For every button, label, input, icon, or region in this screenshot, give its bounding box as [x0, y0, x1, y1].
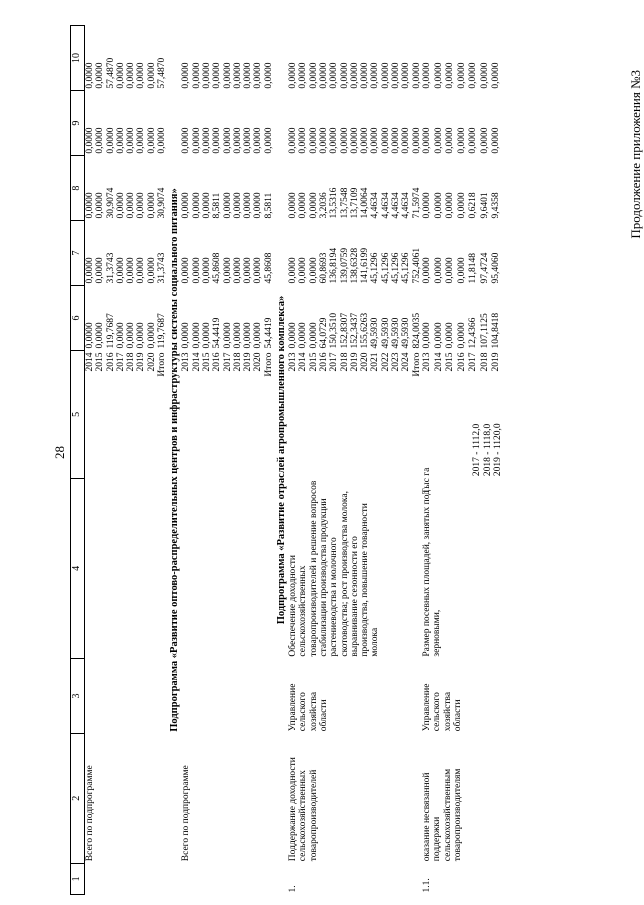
year-cell: 2022: [380, 352, 391, 372]
value-cell: 0,0000: [288, 257, 299, 284]
value-cell: 0,0000: [191, 62, 202, 89]
value-cell: 0,0000: [243, 322, 254, 349]
value-cell: 0,6218: [468, 192, 479, 219]
event-name: Поддержание доходности сельскохозяйственных товаропроизводителей: [288, 757, 319, 862]
value-cell: 0,0000: [391, 127, 402, 154]
value-cell: 152,8307: [339, 312, 350, 349]
year-cell: 2019: [243, 352, 254, 372]
year-cell: 2015: [95, 352, 106, 372]
year-cell: 2015: [308, 352, 319, 372]
value-cell: 60,8693: [318, 252, 329, 284]
value-cell: 97,4724: [479, 252, 490, 284]
executor: Управление сельского хозяйства области: [288, 683, 329, 732]
value-cell: 0,0000: [191, 257, 202, 284]
value-cell: 0,0000: [401, 62, 412, 89]
value-cell: 0,0000: [232, 62, 243, 89]
value-cell: 4,4634: [401, 192, 412, 219]
value-cell: 0,0000: [456, 192, 467, 219]
value-cell: 0,0000: [243, 127, 254, 154]
table-row: [85, 26, 96, 895]
value-cell: 0,0000: [445, 192, 456, 219]
value-cell: 155,6263: [360, 312, 371, 349]
value-cell: 0,0000: [126, 62, 137, 89]
value-cell: 0,0000: [445, 257, 456, 284]
year-cell: 2024: [401, 352, 412, 372]
value-cell: 31,3743: [157, 252, 168, 284]
value-cell: 0,0000: [115, 192, 126, 219]
value-cell: 0,0000: [370, 62, 381, 89]
target-value: 2019 - 1120,0: [492, 423, 503, 477]
value-cell: 4,4634: [380, 192, 391, 219]
value-cell: 824,0035: [411, 312, 422, 349]
section-title: Подпрограмма «Развитие оптово-распределительных центров и инфраструктуры системы социального питания»: [169, 188, 181, 732]
value-cell: 0,0000: [253, 322, 264, 349]
value-cell: 0,0000: [212, 127, 223, 154]
value-cell: 0,0000: [298, 127, 309, 154]
value-cell: 0,0000: [288, 322, 299, 349]
value-cell: 141,6199: [360, 247, 371, 284]
year-cell: Итого: [157, 352, 168, 377]
value-cell: 0,0000: [253, 192, 264, 219]
value-cell: 8,5811: [212, 192, 223, 219]
value-cell: 0,0000: [222, 192, 233, 219]
value-cell: 9,4358: [491, 192, 502, 219]
year-cell: 2019: [349, 352, 360, 372]
value-cell: 0,0000: [339, 62, 350, 89]
year-cell: 2014: [298, 352, 309, 372]
value-cell: 0,0000: [85, 257, 95, 284]
header-cell: 8: [71, 156, 85, 221]
value-cell: 0,0000: [329, 62, 340, 89]
year-cell: Итого: [263, 352, 274, 377]
value-cell: 0,0000: [456, 62, 467, 89]
year-cell: 2020: [146, 352, 157, 372]
value-cell: 0,0000: [126, 127, 137, 154]
value-cell: 0,0000: [318, 62, 329, 89]
value-cell: 119,7687: [105, 313, 116, 349]
value-cell: 0,0000: [105, 127, 116, 154]
value-cell: 54,4419: [212, 317, 223, 349]
value-cell: 0,0000: [491, 62, 502, 89]
value-cell: 11,8148: [468, 253, 479, 284]
value-cell: 0,0000: [136, 127, 147, 154]
value-cell: 138,6328: [349, 247, 360, 284]
value-cell: 0,0000: [298, 257, 309, 284]
value-cell: 0,0000: [191, 322, 202, 349]
header-cell: 7: [71, 221, 85, 286]
value-cell: 13,7109: [349, 187, 360, 219]
value-cell: 57,4870: [105, 57, 116, 89]
year-cell: 2017: [115, 352, 126, 372]
value-cell: 0,0000: [222, 322, 233, 349]
value-cell: 136,8194: [329, 247, 340, 284]
value-cell: 0,0000: [298, 322, 309, 349]
year-cell: 2013: [421, 352, 432, 372]
value-cell: 0,0000: [95, 127, 106, 154]
value-cell: 0,0000: [433, 127, 444, 154]
value-cell: 0,0000: [491, 127, 502, 154]
value-cell: 49,5930: [380, 317, 391, 349]
value-cell: 45,8608: [263, 252, 274, 284]
value-cell: 150,3510: [329, 312, 340, 349]
value-cell: 0,0000: [411, 127, 422, 154]
value-cell: 0,0000: [468, 62, 479, 89]
value-cell: 0,0000: [181, 127, 192, 154]
year-cell: 2023: [391, 352, 402, 372]
value-cell: 0,0000: [243, 192, 254, 219]
value-cell: 30,9074: [105, 187, 116, 219]
value-cell: 0,0000: [433, 62, 444, 89]
section-title-row: [274, 26, 288, 895]
value-cell: 0,0000: [95, 322, 106, 349]
year-cell: 2021: [370, 352, 381, 372]
value-cell: 0,0000: [181, 192, 192, 219]
row-number: 1.: [288, 885, 299, 893]
value-cell: 0,0000: [308, 127, 319, 154]
value-cell: 0,0000: [136, 192, 147, 219]
value-cell: 0,0000: [253, 257, 264, 284]
value-cell: 152,3437: [349, 312, 360, 349]
unit: Тыс га: [421, 467, 432, 495]
value-cell: 0,0000: [253, 127, 264, 154]
value-cell: 0,0000: [146, 257, 157, 284]
value-cell: 0,0000: [329, 127, 340, 154]
value-cell: 0,0000: [298, 62, 309, 89]
value-cell: 0,0000: [201, 322, 212, 349]
value-cell: 0,0000: [201, 62, 212, 89]
total-label: Всего по подпрограмме: [181, 765, 192, 862]
value-cell: 0,0000: [421, 257, 432, 284]
value-cell: 0,0000: [95, 257, 106, 284]
value-cell: 0,0000: [263, 127, 274, 154]
value-cell: 0,0000: [253, 62, 264, 89]
year-cell: 2020: [360, 352, 371, 372]
value-cell: 0,0000: [308, 322, 319, 349]
table-row: [181, 26, 191, 895]
header-row: [71, 26, 85, 895]
value-cell: 45,8608: [212, 252, 223, 284]
value-cell: 0,0000: [136, 322, 147, 349]
value-cell: 0,0000: [380, 62, 391, 89]
header-cell: 3: [71, 659, 85, 734]
value-cell: 0,0000: [222, 257, 233, 284]
target-value: 2018 - 1118,0: [482, 423, 493, 477]
header-cell: 4: [71, 478, 85, 659]
value-cell: 0,0000: [308, 192, 319, 219]
year-cell: 2017: [468, 352, 479, 372]
value-cell: 0,0000: [146, 127, 157, 154]
header-cell: 2: [71, 733, 85, 863]
value-cell: 104,8418: [491, 312, 502, 349]
value-cell: 64,0729: [318, 317, 329, 349]
value-cell: 0,0000: [201, 192, 212, 219]
value-cell: 0,0000: [421, 322, 432, 349]
section-title: Подпрограмма «Развитие отраслей агропромышленного комплекса»: [276, 295, 288, 625]
target-values: [288, 391, 422, 478]
value-cell: 0,0000: [157, 127, 168, 154]
value-cell: 30,9074: [157, 187, 168, 219]
value-cell: 0,0000: [85, 192, 95, 219]
value-cell: 0,0000: [115, 62, 126, 89]
executor: Управление сельского хозяйства области: [421, 683, 463, 732]
value-cell: 0,0000: [243, 62, 254, 89]
header-cell: 9: [71, 91, 85, 156]
value-cell: 3,2036: [318, 192, 329, 219]
value-cell: 0,0000: [115, 257, 126, 284]
year-cell: 2017: [222, 352, 233, 372]
value-cell: 0,0000: [85, 322, 95, 349]
value-cell: 49,5930: [391, 317, 402, 349]
value-cell: 0,0000: [391, 62, 402, 89]
value-cell: 0,0000: [146, 192, 157, 219]
value-cell: 0,0000: [288, 62, 299, 89]
year-cell: 2014: [85, 352, 95, 372]
value-cell: 139,0759: [339, 247, 350, 284]
value-cell: 0,0000: [479, 127, 490, 154]
value-cell: 49,5930: [401, 317, 412, 349]
value-cell: 0,0000: [126, 257, 137, 284]
value-cell: 0,0000: [456, 257, 467, 284]
value-cell: 0,0000: [212, 62, 223, 89]
year-cell: 2016: [318, 352, 329, 372]
value-cell: 0,0000: [456, 127, 467, 154]
year-cell: 2013: [288, 352, 299, 372]
value-cell: 9,6401: [479, 192, 490, 219]
value-cell: 0,0000: [201, 127, 212, 154]
value-cell: 752,4061: [411, 247, 422, 284]
value-cell: 0,0000: [401, 127, 412, 154]
value-cell: 119,7687: [157, 313, 168, 349]
value-cell: 0,0000: [146, 62, 157, 89]
page-number: 28: [52, 446, 67, 459]
year-cell: 2016: [105, 352, 116, 372]
value-cell: 0,0000: [136, 257, 147, 284]
value-cell: 0,0000: [181, 62, 192, 89]
year-cell: 2015: [201, 352, 212, 372]
table-row: [422, 26, 434, 895]
value-cell: 0,0000: [445, 127, 456, 154]
header-cell: 1: [71, 863, 85, 894]
budget-table: [70, 25, 503, 895]
value-cell: 8,5811: [263, 192, 274, 219]
row-number: 1.1.: [421, 878, 432, 893]
value-cell: 0,0000: [349, 127, 360, 154]
value-cell: 0,0000: [222, 127, 233, 154]
value-cell: 0,0000: [421, 62, 432, 89]
header-cell: 6: [71, 286, 85, 351]
year-cell: 2020: [253, 352, 264, 372]
value-cell: 0,0000: [308, 257, 319, 284]
value-cell: 45,1296: [380, 252, 391, 284]
value-cell: 0,0000: [360, 127, 371, 154]
value-cell: 13,7548: [339, 187, 350, 219]
value-cell: 49,5930: [370, 317, 381, 349]
value-cell: 0,0000: [181, 257, 192, 284]
value-cell: 0,0000: [115, 127, 126, 154]
section-title-row: [167, 26, 181, 895]
value-cell: 0,0000: [445, 322, 456, 349]
value-cell: 45,1296: [401, 252, 412, 284]
value-cell: 0,0000: [468, 127, 479, 154]
value-cell: 0,0000: [232, 322, 243, 349]
value-cell: 14,0064: [360, 187, 371, 219]
value-cell: 0,0000: [421, 192, 432, 219]
value-cell: 0,0000: [146, 322, 157, 349]
value-cell: 0,0000: [232, 257, 243, 284]
year-cell: 2018: [339, 352, 350, 372]
year-cell: 2018: [232, 352, 243, 372]
value-cell: 57,4870: [157, 57, 168, 89]
value-cell: 0,0000: [433, 322, 444, 349]
target-value: 2017 - 1112,0: [472, 423, 483, 477]
target-values: [421, 391, 503, 495]
value-cell: 4,4634: [370, 192, 381, 219]
year-cell: 2019: [136, 352, 147, 372]
value-cell: 0,0000: [360, 62, 371, 89]
value-cell: 0,0000: [433, 257, 444, 284]
value-cell: 12,4366: [468, 317, 479, 349]
value-cell: 0,0000: [298, 192, 309, 219]
value-cell: 0,0000: [421, 127, 432, 154]
value-cell: 0,0000: [263, 62, 274, 89]
value-cell: 0,0000: [136, 62, 147, 89]
value-cell: 0,0000: [222, 62, 233, 89]
indicator: Размер посевных площадей, занятых под зерновыми,: [421, 489, 443, 657]
header-cell: 10: [71, 26, 85, 91]
value-cell: 95,4060: [491, 252, 502, 284]
year-cell: 2018: [479, 352, 490, 372]
year-cell: 2017: [329, 352, 340, 372]
year-cell: 2018: [126, 352, 137, 372]
value-cell: 0,0000: [85, 62, 95, 89]
value-cell: 0,0000: [433, 192, 444, 219]
year-cell: 2014: [433, 352, 444, 372]
value-cell: 0,0000: [370, 127, 381, 154]
value-cell: 0,0000: [339, 127, 350, 154]
value-cell: 0,0000: [191, 192, 202, 219]
header-cell: 5: [71, 351, 85, 479]
value-cell: 0,0000: [232, 192, 243, 219]
value-cell: 0,0000: [288, 192, 299, 219]
year-cell: Итого: [411, 352, 422, 377]
value-cell: 0,0000: [288, 127, 299, 154]
value-cell: 0,0000: [445, 62, 456, 89]
total-label: Всего по подпрограмме: [85, 765, 95, 862]
table-row: [288, 26, 298, 895]
value-cell: 0,0000: [181, 322, 192, 349]
value-cell: 45,1296: [370, 252, 381, 284]
value-cell: 0,0000: [456, 322, 467, 349]
value-cell: 0,0000: [85, 127, 95, 154]
event-name: оказание несвязанной поддержки сельскохозяйственным товаропроизводителям: [421, 768, 463, 862]
value-cell: 54,4419: [263, 317, 274, 349]
row-number: [181, 863, 274, 894]
value-cell: 0,0000: [380, 127, 391, 154]
value-cell: 0,0000: [115, 322, 126, 349]
value-cell: 107,1125: [479, 313, 490, 349]
appendix-caption: Продолжение приложения №3: [628, 70, 643, 239]
value-cell: 71,5974: [411, 187, 422, 219]
value-cell: 0,0000: [479, 62, 490, 89]
value-cell: 0,0000: [318, 127, 329, 154]
year-cell: 2019: [491, 352, 502, 372]
value-cell: 4,4634: [391, 192, 402, 219]
row-number: [85, 863, 168, 894]
value-cell: 0,0000: [308, 62, 319, 89]
value-cell: 0,0000: [232, 127, 243, 154]
value-cell: 45,1296: [391, 252, 402, 284]
value-cell: 0,0000: [201, 257, 212, 284]
value-cell: 0,0000: [191, 127, 202, 154]
value-cell: 13,5316: [329, 187, 340, 219]
year-cell: 2016: [456, 352, 467, 372]
value-cell: 0,0000: [349, 62, 360, 89]
value-cell: 0,0000: [95, 62, 106, 89]
year-cell: 2015: [445, 352, 456, 372]
indicator: Обеспечение доходности сельскохозяйственных товаропроизводителей и решение вопросов стабилизации производства продукции растениеводства и молочного скотоводства; рост производства молока, выравнивание сезонности его производства, повышение товарности молока: [288, 480, 381, 657]
value-cell: 0,0000: [411, 62, 422, 89]
year-cell: 2014: [191, 352, 202, 372]
value-cell: 0,0000: [126, 322, 137, 349]
year-cell: 2016: [212, 352, 223, 372]
value-cell: 0,0000: [243, 257, 254, 284]
value-cell: 0,0000: [95, 192, 106, 219]
value-cell: 0,0000: [126, 192, 137, 219]
value-cell: 31,3743: [105, 252, 116, 284]
year-cell: 2013: [181, 352, 192, 372]
